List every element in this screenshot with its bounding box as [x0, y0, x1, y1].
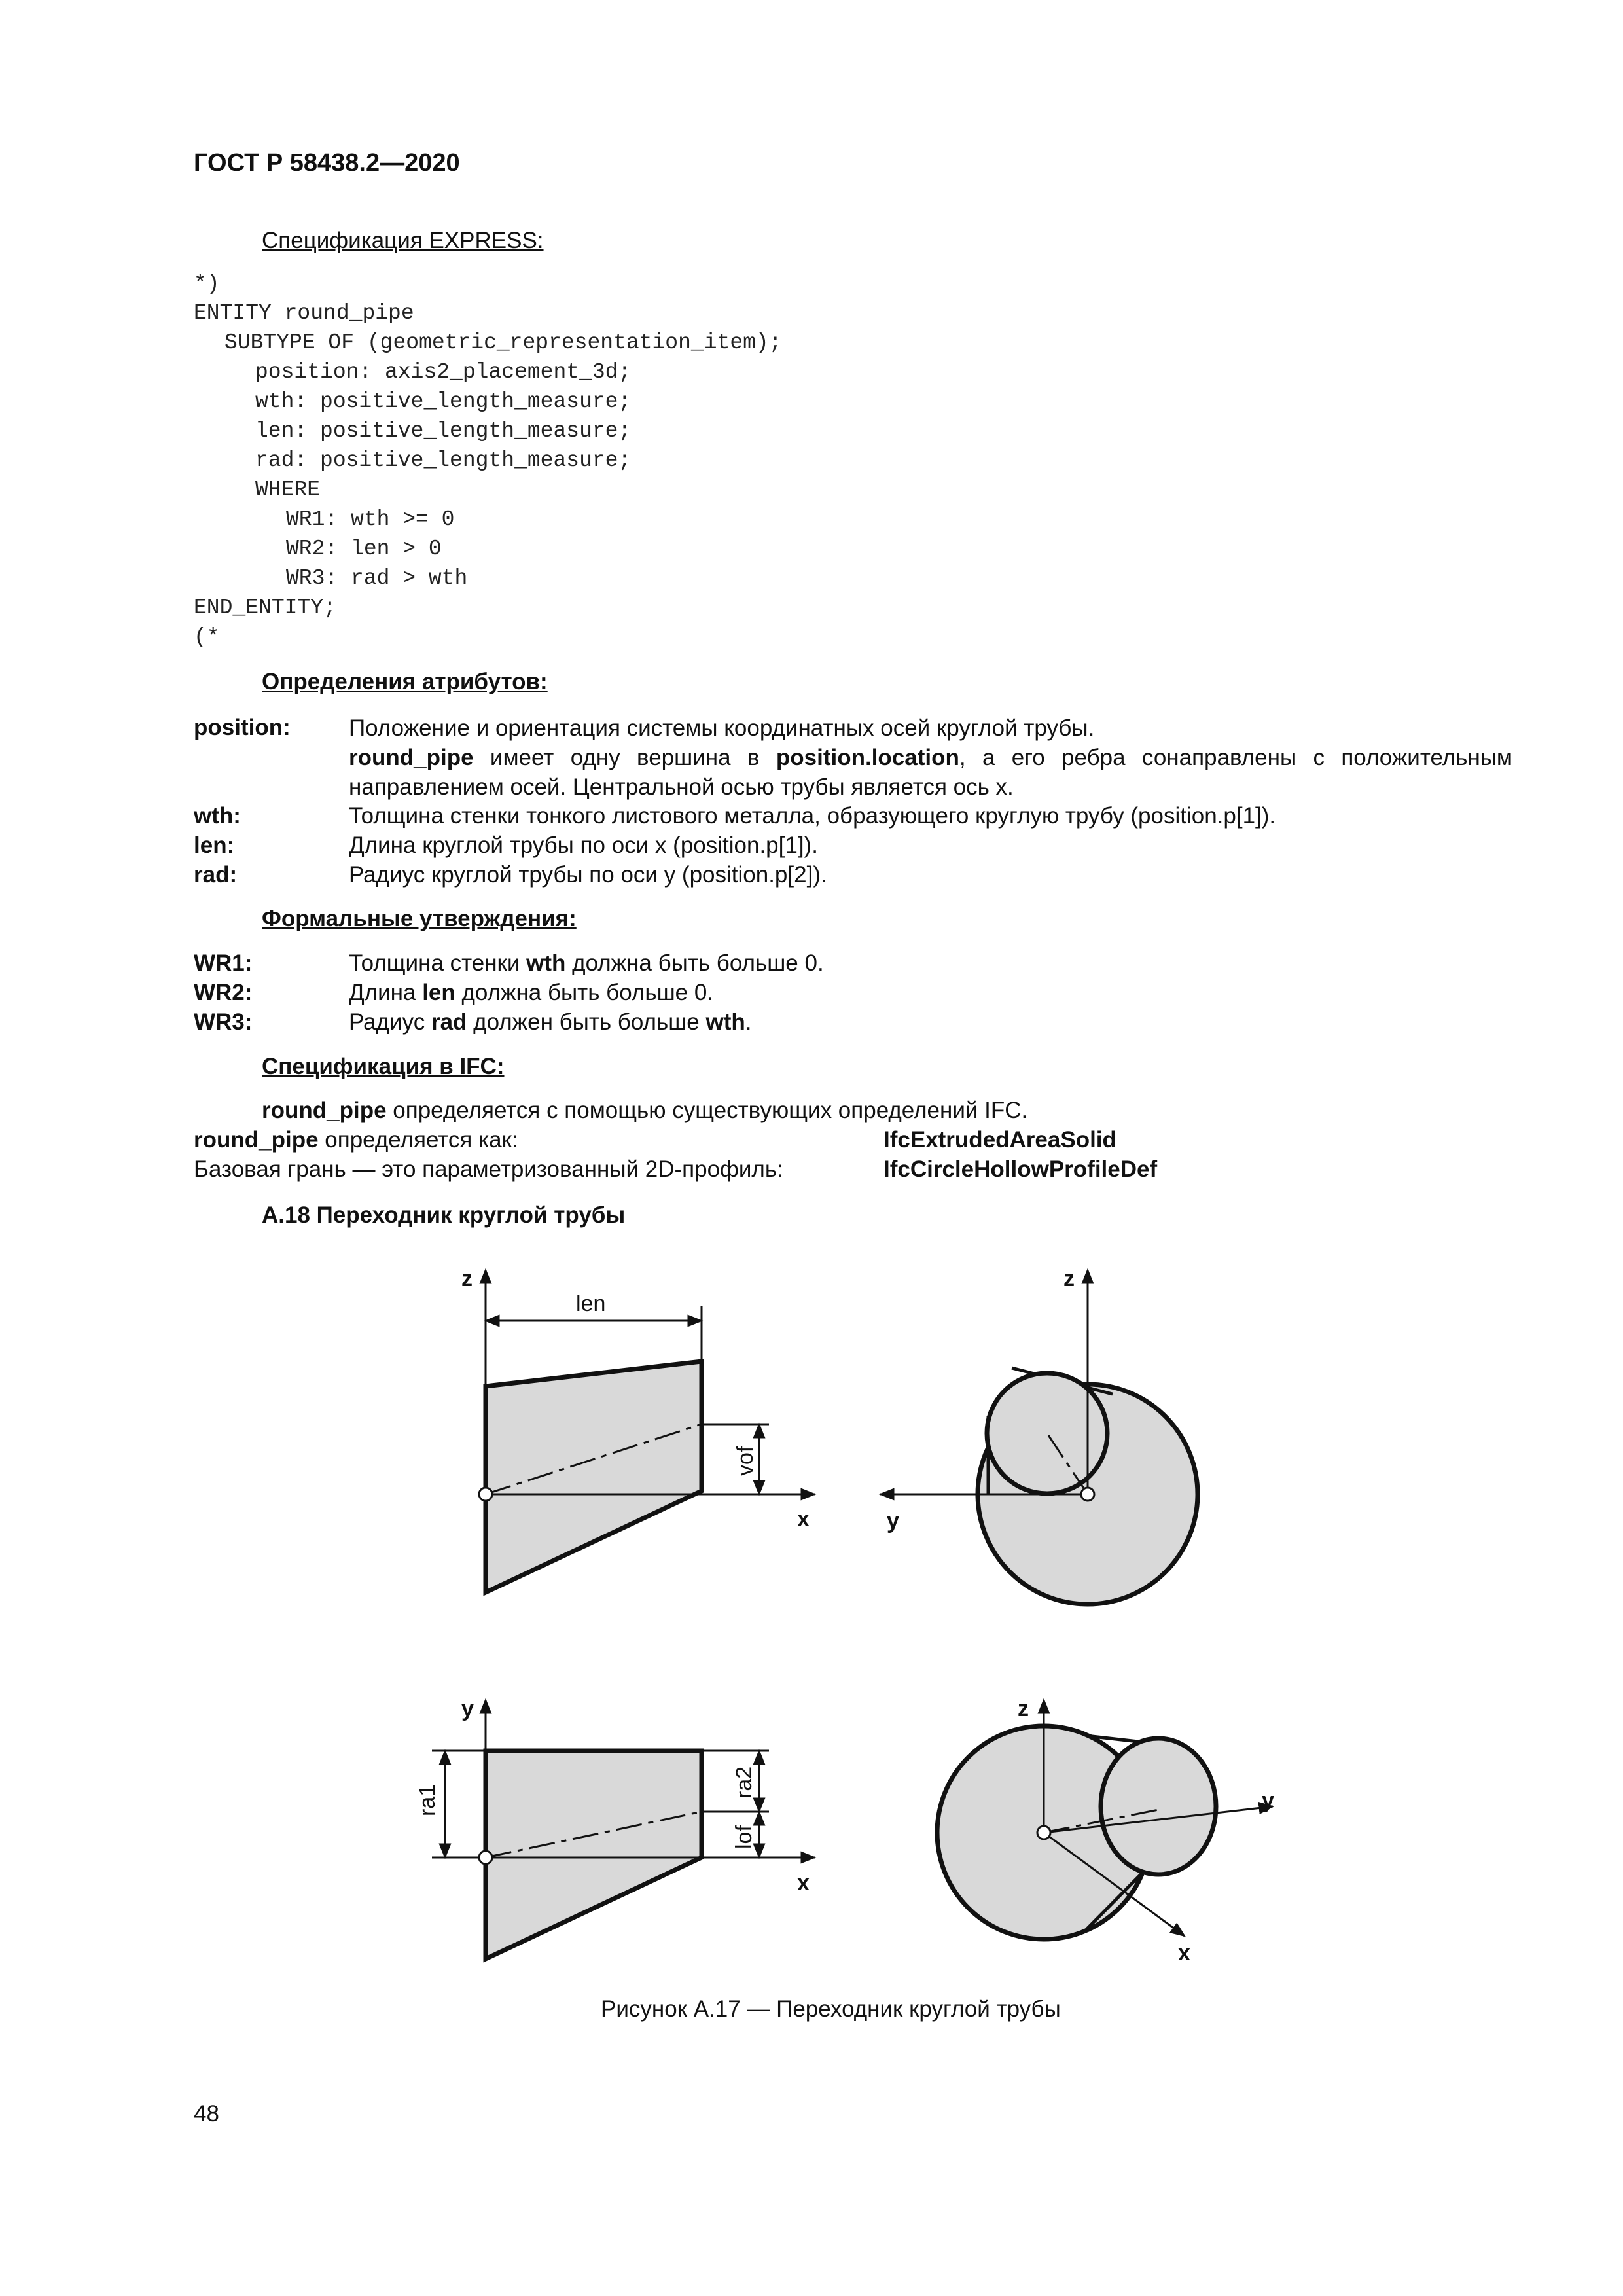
attr-label-wth: wth:: [194, 803, 241, 829]
view-side-xz: [479, 1270, 815, 1592]
desc-text: Толщина стенки: [349, 950, 527, 976]
term-round-pipe: round_pipe: [349, 745, 474, 770]
ifc-value-extruded: IfcExtrudedAreaSolid: [883, 1127, 1116, 1153]
code-line: position: axis2_placement_3d;: [255, 360, 632, 384]
ifc-heading: Спецификация в IFC:: [262, 1054, 505, 1079]
attributes-heading: Определения атрибутов:: [262, 669, 548, 694]
label-x: x: [797, 1871, 810, 1895]
desc-text: должен быть больше: [467, 1009, 706, 1035]
label-y: y: [887, 1509, 899, 1534]
label-z: z: [461, 1266, 473, 1291]
wr3-label: WR3:: [194, 1009, 253, 1035]
label-z: z: [1063, 1266, 1075, 1291]
desc-text: , а его ребра сонаправлены с положительным направлением осей. Центральной осью трубы является ось x.: [349, 745, 1512, 800]
attr-label-len: len:: [194, 833, 235, 858]
desc-text: определяется как:: [318, 1127, 518, 1153]
ifc-line-3: Базовая грань — это параметризованный 2D-профиль:: [194, 1157, 783, 1182]
code-line: END_ENTITY;: [194, 596, 336, 620]
label-ra2: ra2: [732, 1766, 757, 1799]
desc-text: определяется с помощью существующих определений IFC.: [386, 1098, 1028, 1123]
code-line: WHERE: [255, 478, 321, 502]
term-round-pipe: round_pipe: [194, 1127, 319, 1153]
label-y: y: [461, 1696, 474, 1721]
code-line: WR1: wth >= 0: [286, 507, 455, 531]
desc-text: должна быть больше 0.: [565, 950, 824, 976]
document-header: ГОСТ Р 58438.2—2020: [194, 149, 460, 177]
label-z: z: [1018, 1696, 1029, 1721]
code-line: wth: positive_length_measure;: [255, 389, 632, 414]
section-title: А.18 Переходник круглой трубы: [262, 1202, 626, 1228]
desc-text: .: [745, 1009, 752, 1035]
attr-desc-position-1: Положение и ориентация системы координатных осей круглой трубы.: [349, 715, 1095, 741]
attr-label-rad: rad:: [194, 862, 238, 888]
code-line: WR3: rad > wth: [286, 566, 468, 590]
attr-label-position: position:: [194, 715, 291, 740]
ifc-value-profile: IfcCircleHollowProfileDef: [883, 1157, 1158, 1182]
attr-desc-wth: Толщина стенки тонкого листового металла, образующего круглую трубу (position.p[1]).: [349, 803, 1276, 829]
term: len: [422, 980, 455, 1005]
term-position-location: position.location: [776, 745, 959, 770]
formal-heading: Формальные утверждения:: [262, 906, 577, 931]
view-isometric: [937, 1700, 1273, 1939]
desc-text: Радиус: [349, 1009, 431, 1035]
figure-caption: Рисунок А.17 — Переходник круглой трубы: [601, 1996, 1061, 2022]
label-x: x: [1178, 1941, 1190, 1965]
code-line: SUBTYPE OF (geometric_representation_item);: [224, 331, 782, 355]
view-top-xy: [432, 1700, 815, 1959]
label-lof: lof: [732, 1825, 757, 1849]
term: rad: [431, 1009, 467, 1035]
wr1-label: WR1:: [194, 950, 253, 976]
wr2-label: WR2:: [194, 980, 253, 1005]
label-len: len: [576, 1291, 606, 1316]
desc-text: должна быть больше 0.: [455, 980, 714, 1005]
desc-text: имеет одну вершина в: [473, 745, 776, 770]
label-y: y: [1262, 1788, 1274, 1813]
term: wth: [705, 1009, 745, 1035]
code-line: *): [194, 272, 220, 296]
attr-desc-len: Длина круглой трубы по оси x (position.p[1]).: [349, 833, 818, 858]
term: wth: [526, 950, 566, 976]
label-vof: vof: [733, 1446, 758, 1476]
desc-text: Длина: [349, 980, 423, 1005]
code-line: len: positive_length_measure;: [255, 419, 632, 443]
code-line: rad: positive_length_measure;: [255, 448, 632, 473]
code-line: (*: [194, 625, 220, 649]
express-heading: Спецификация EXPRESS:: [262, 228, 544, 253]
code-line: ENTITY round_pipe: [194, 301, 414, 325]
label-x: x: [797, 1507, 810, 1532]
attr-desc-rad: Радиус круглой трубы по оси y (position.p[2]).: [349, 862, 827, 888]
term-round-pipe: round_pipe: [262, 1098, 387, 1123]
page-number: 48: [194, 2101, 219, 2126]
code-line: WR2: len > 0: [286, 537, 442, 561]
label-ra1: ra1: [415, 1784, 440, 1816]
view-front-yz: [880, 1270, 1198, 1604]
